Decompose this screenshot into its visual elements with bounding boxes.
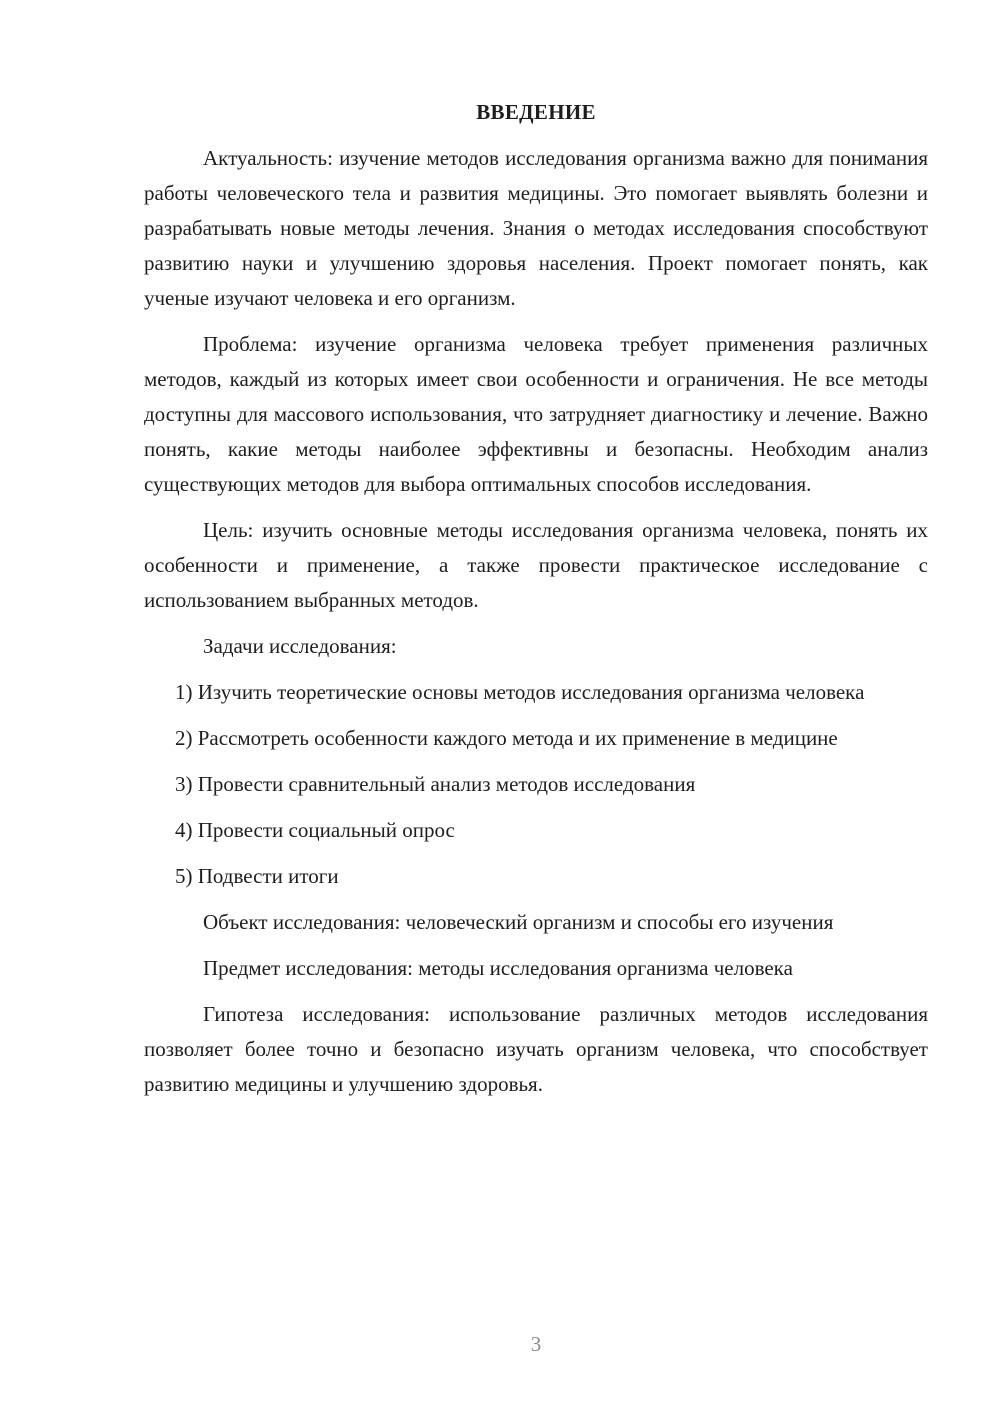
tasks-heading: Задачи исследования: — [203, 634, 397, 658]
subject-paragraph: Предмет исследования: методы исследования организма человека — [203, 956, 793, 980]
object-paragraph: Объект исследования: человеческий организм и способы его изучения — [203, 910, 834, 934]
goal-paragraph: Цель: изучить основные методы исследования организма человека, понять их особенности и применение, а также провести практическое исследование с использованием выбранных методов. — [144, 518, 928, 612]
page-number: 3 — [530, 1332, 542, 1356]
task-item-2: 2) Рассмотреть особенности каждого метода и их применение в медицине — [175, 726, 838, 750]
hypothesis-paragraph: Гипотеза исследования: использование различных методов исследования позволяет более точно и безопасно изучать организм человека, что способствует развитию медицины и улучшению здоровья. — [144, 1002, 928, 1096]
task-item-5: 5) Подвести итоги — [175, 864, 339, 888]
section-title: ВВЕДЕНИЕ — [476, 100, 596, 124]
problem-paragraph: Проблема: изучение организма человека требует применения различных методов, каждый из которых имеет свои особенности и ограничения. Не все методы доступны для массового использования, что затрудняет диагностику и лечение. Важно понять, какие методы наиболее эффективны и безопасны. Необходим анализ существующих методов для выбора оптимальных способов исследования. — [144, 332, 928, 496]
task-item-1: 1) Изучить теоретические основы методов исследования организма человека — [175, 680, 865, 704]
page-content — [144, 95, 928, 1113]
relevance-paragraph: Актуальность: изучение методов исследования организма важно для понимания работы человеческого тела и развития медицины. Это помогает выявлять болезни и разрабатывать новые методы лечения. Знания о методах исследования способствуют развитию науки и улучшению здоровья населения. Проект помогает понять, как ученые изучают человека и его организм. — [144, 146, 928, 310]
task-item-3: 3) Провести сравнительный анализ методов исследования — [175, 772, 696, 796]
task-item-4: 4) Провести социальный опрос — [175, 818, 455, 842]
